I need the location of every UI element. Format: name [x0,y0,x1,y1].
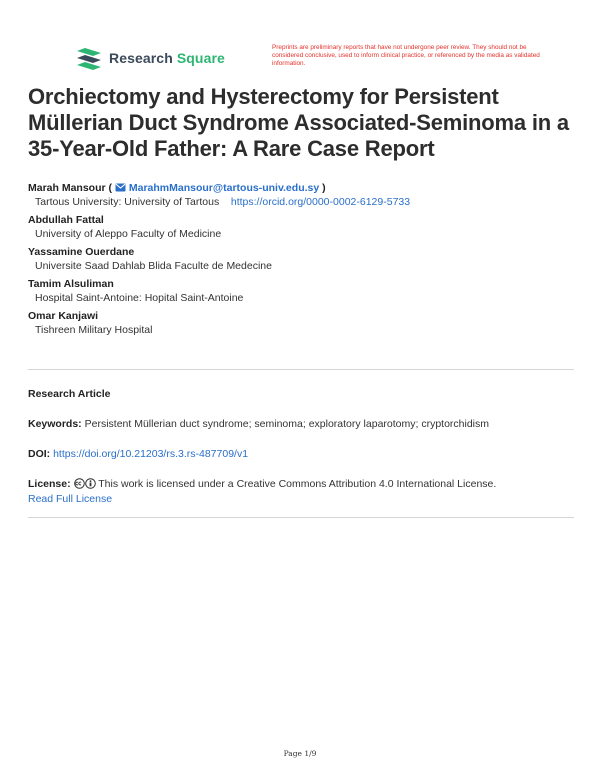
author-affiliation: Universite Saad Dahlab Blida Faculte de Medecine [35,260,272,272]
keywords-line [28,417,574,432]
author-affiliation: University of Aleppo Faculty of Medicine [35,228,222,240]
research-square-logo-icon [75,46,103,70]
keywords-label: Keywords: [28,418,82,430]
author-entry [28,245,576,273]
article-title: Orchiectomy and Hysterectomy for Persistent Müllerian Duct Syndrome Associated-Seminoma in a 35-Year-Old Father: A Rare Case Report [28,84,569,161]
author-entry [28,309,576,337]
page-header [0,42,600,78]
section-divider [28,517,574,518]
author-name: Yassamine Ouerdane [28,246,135,258]
article-type-label: Research Article [28,388,111,400]
author-entry [28,181,576,209]
section-divider [28,369,574,370]
author-list [28,181,576,341]
author-entry [28,213,576,241]
attribution-icon [85,478,96,489]
doi-link[interactable]: https://doi.org/10.21203/rs.3.rs-487709/v1 [53,448,249,460]
license-line [28,477,574,507]
cc-icon [74,478,85,489]
orcid-link[interactable]: https://orcid.org/0000-0002-6129-5733 [230,196,411,208]
author-name: Marah Mansour [28,182,106,194]
author-affiliation: Tishreen Military Hospital [35,324,153,336]
article-type [28,387,574,402]
brand-name [109,50,225,66]
license-text: This work is licensed under a Creative Commons Attribution 4.0 International License. [95,478,497,490]
author-affiliation-line [35,195,576,209]
preprint-notice: Preprints are preliminary reports that have not undergone peer review. They should not be considered conclusive, used to inform clinical practice, or referenced by the media as validated information. [272,44,540,67]
author-name: Omar Kanjawi [28,310,99,322]
author-affiliation: Hospital Saint-Antoine: Hopital Saint-Antoine [35,292,244,304]
paren-close: ) [319,182,326,194]
paren-open: ( [105,182,113,194]
keywords-text: Persistent Müllerian duct syndrome; seminoma; exploratory laparotomy; cryptorchidism [81,418,490,430]
brand-name-part2: Square [176,50,225,66]
author-email-link[interactable] [115,182,319,194]
doi-line [28,447,574,462]
page-number: Page 1/9 [283,749,317,758]
author-name: Abdullah Fattal [28,214,104,226]
author-email: MarahmMansour@tartous-univ.edu.sy [128,182,320,194]
author-affiliation: Tartous University: University of Tartous [35,196,220,208]
brand-name-part1: Research [109,50,173,66]
doi-label: DOI: [28,448,51,460]
license-label: License: [28,478,71,490]
research-square-logo[interactable] [75,46,225,70]
read-full-license-link[interactable]: Read Full License [28,493,113,505]
author-entry [28,277,576,305]
author-name: Tamim Alsuliman [28,278,114,290]
author-name-line [28,181,576,195]
envelope-icon [115,183,126,192]
